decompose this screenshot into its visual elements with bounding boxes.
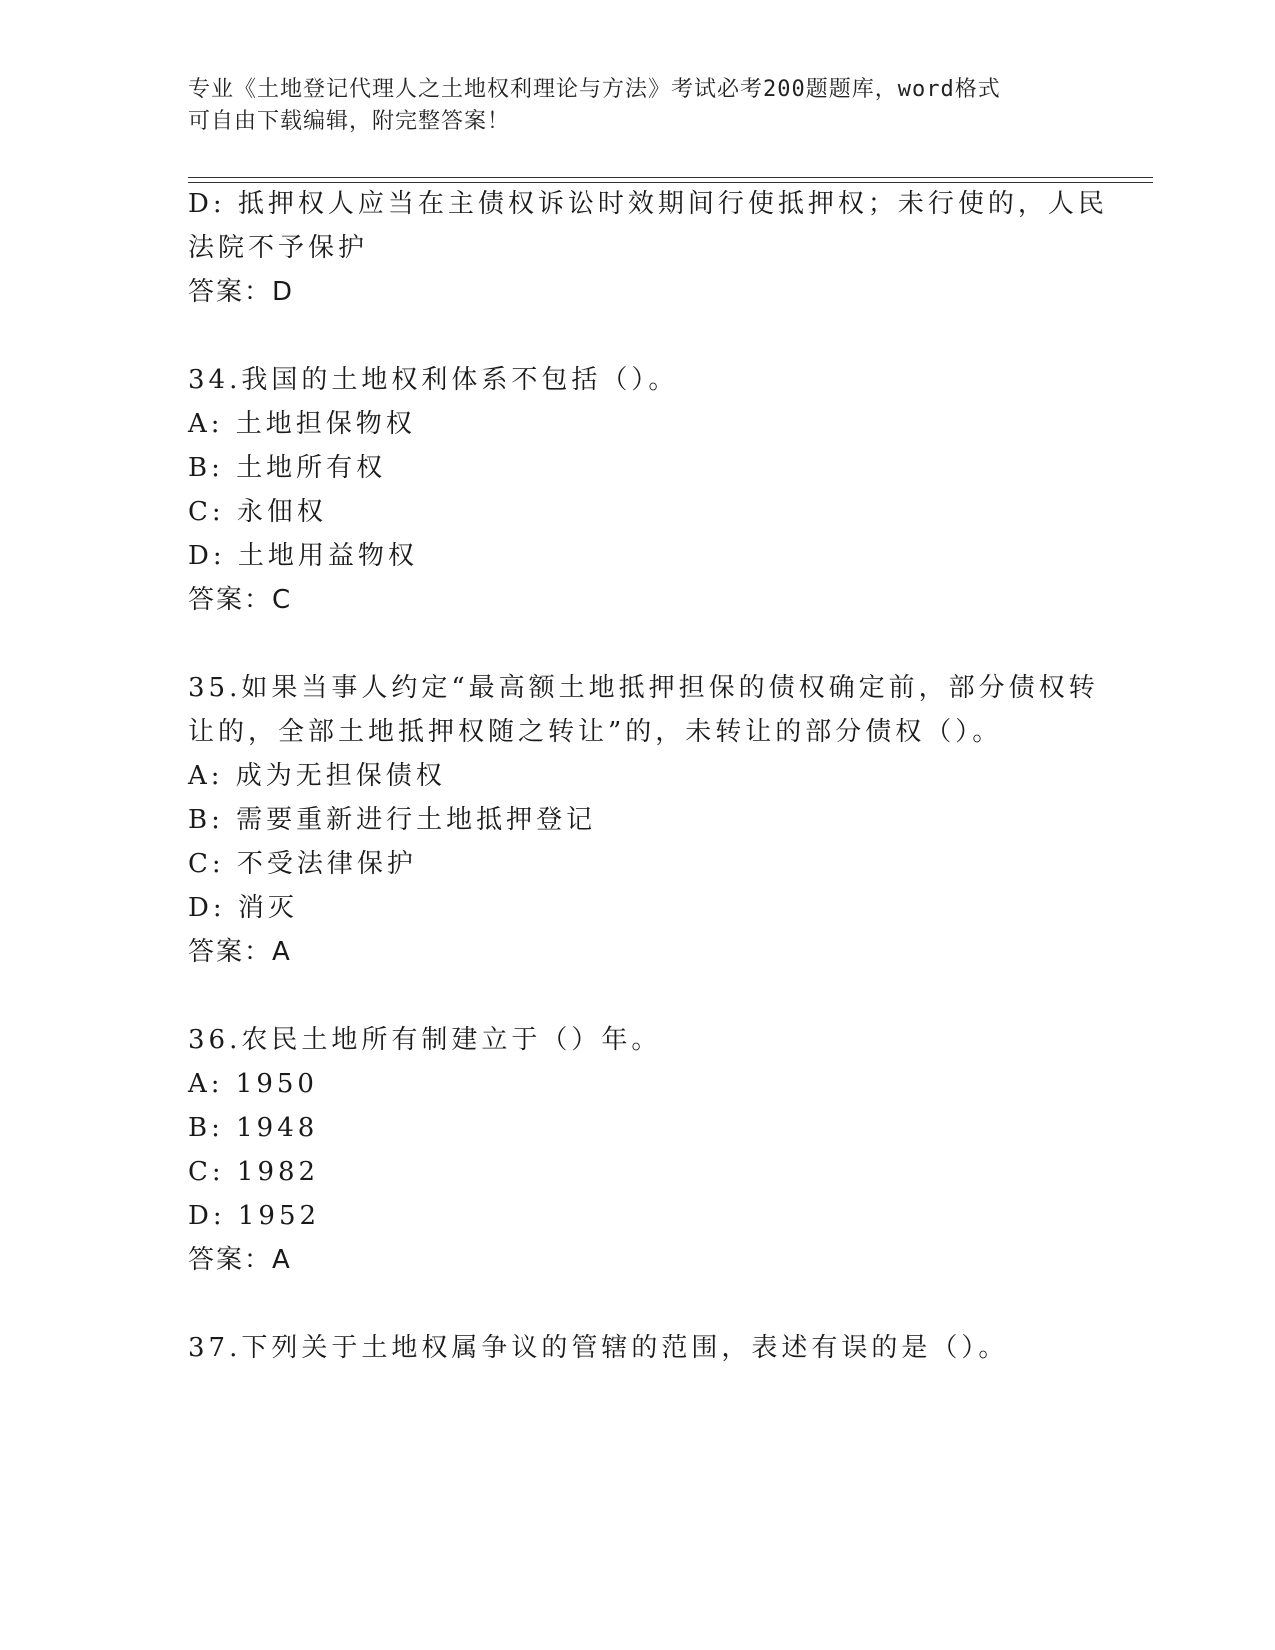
- q34-option-a: A: 土地担保物权: [188, 409, 416, 439]
- q35-option-b: B: 需要重新进行土地抵押登记: [188, 805, 597, 835]
- q34-option-c: C: 永佃权: [188, 497, 327, 527]
- q35-answer: 答案：A: [188, 937, 292, 967]
- q36-option-c: C: 1982: [188, 1157, 320, 1187]
- q35-question-line-2: 让的，全部土地抵押权随之转让”的，未转让的部分债权（）。: [188, 717, 1003, 747]
- q35-option-a: A: 成为无担保债权: [188, 761, 446, 791]
- header-divider-top: [188, 177, 1153, 178]
- header-line-2: 可自由下载编辑，附完整答案！: [188, 109, 511, 134]
- q36-answer: 答案：A: [188, 1245, 292, 1275]
- header-divider-bottom: [188, 182, 1153, 183]
- q34-answer: 答案：C: [188, 585, 293, 615]
- prev-option-d-line-1: D: 抵押权人应当在主债权诉讼时效期间行使抵押权；未行使的，人民: [188, 189, 1108, 219]
- q34-option-d: D: 土地用益物权: [188, 541, 418, 571]
- q36-question: 36.农民土地所有制建立于（）年。: [188, 1025, 662, 1055]
- q35-option-c: C: 不受法律保护: [188, 849, 417, 879]
- prev-option-d-line-2: 法院不予保护: [188, 233, 369, 263]
- header-line-1: 专业《土地登记代理人之土地权利理论与方法》考试必考200题题库，word格式: [188, 77, 1001, 102]
- document-header: [188, 74, 1068, 138]
- q36-option-d: D: 1952: [188, 1201, 321, 1231]
- q37-question: 37.下列关于土地权属争议的管辖的范围，表述有误的是（）。: [188, 1333, 1009, 1363]
- q35-question-line-1: 35.如果当事人约定“最高额土地抵押担保的债权确定前，部分债权转: [188, 673, 1099, 703]
- q34-option-b: B: 土地所有权: [188, 453, 387, 483]
- prev-answer: 答案：D: [188, 277, 295, 307]
- q36-option-b: B: 1948: [188, 1113, 319, 1143]
- q34-question: 34.我国的土地权利体系不包括（）。: [188, 365, 679, 395]
- q36-option-a: A: 1950: [188, 1069, 318, 1099]
- q35-option-d: D: 消灭: [188, 893, 298, 923]
